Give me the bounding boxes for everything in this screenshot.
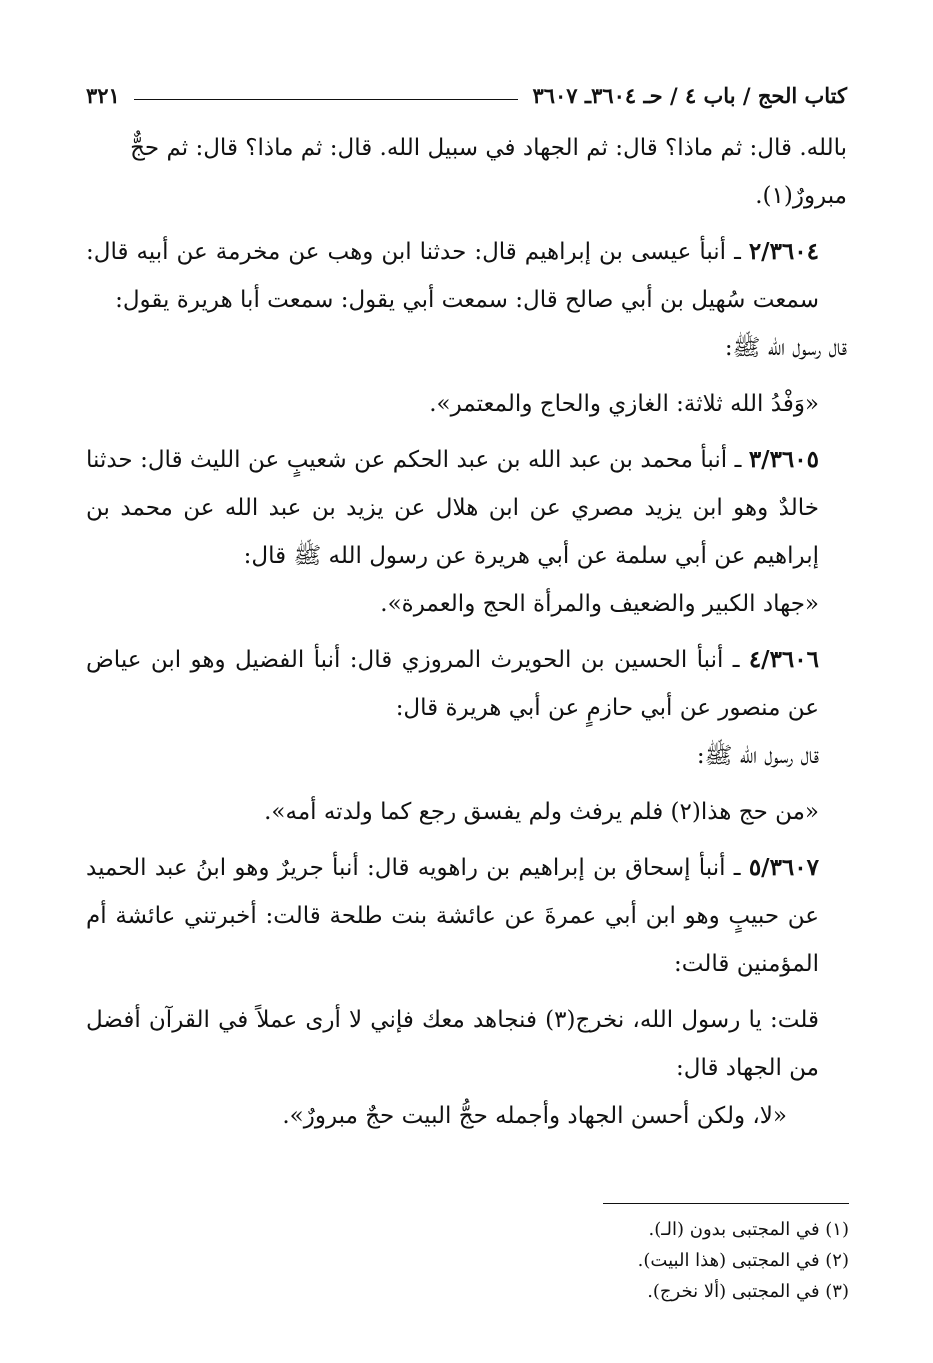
isnad-text: ـ أنبأ إسحاق بن إبراهيم بن راهويه قال: أنبأ جريرٌ وهو ابنُ عبد الحميد عن حبيبٍ وهو ابن أبي عمرةَ عن عائشة بنت طلحة قالت: أخبرتني عائشة أم المؤمنين قالت: xyxy=(86,855,819,977)
hadith-3607-isnad xyxy=(86,844,847,988)
footnote-divider xyxy=(603,1203,849,1204)
footnote-2: (٢) في المجتبى (هذا البيت). xyxy=(637,1250,849,1271)
hadith-number: ٣/٣٦٠٥ xyxy=(748,446,819,473)
paragraph-continuation xyxy=(86,124,847,220)
main-text xyxy=(86,124,847,1140)
footnotes xyxy=(86,1214,849,1307)
hadith-3607-question: قلت: يا رسول الله، نخرج(٣) فنجاهد معك فإني لا أرى عملاً في القرآن أفضل من الجهاد قال: xyxy=(86,1007,819,1081)
hadith-3605-matn: «جهاد الكبير والضعيف والمرأة الحج والعمرة». xyxy=(380,591,819,617)
hadith-3604-prophet-line: قال رسول الله ﷺ: xyxy=(724,335,847,361)
isnad-text: ـ أنبأ عيسى بن إبراهيم قال: حدثنا ابن وهب عن مخرمة عن أبيه قال: سمعت سُهيل بن أبي صالح قال: سمعت أبي يقول: سمعت أبا هريرة يقول: xyxy=(86,239,819,313)
hadith-3606-matn: «من حج هذا(٢) فلم يرفث ولم يفسق رجع كما ولدته أمه». xyxy=(264,799,819,825)
hadith-3606-isnad xyxy=(86,636,847,732)
continuation-line-2: مبرورٌ(١). xyxy=(755,183,847,209)
isnad-text: ـ أنبأ محمد بن عبد الله بن عبد الحكم عن شعيبٍ عن الليث قال: حدثنا خالدٌ وهو ابن يزيد مصري عن ابن هلال عن يزيد بن عبد الله عن محمد بن إبراهيم عن أبي سلمة عن أبي هريرة عن رسول الله ﷺ قال: xyxy=(86,447,819,569)
isnad-text: ـ أنبأ الحسين بن الحويرث المروزي قال: أنبأ الفضيل وهو ابن عياض عن منصور عن أبي حازمٍ عن أبي هريرة قال: xyxy=(86,647,819,721)
hadith-number: ٢/٣٦٠٤ xyxy=(748,238,819,265)
hadith-number: ٤/٣٦٠٦ xyxy=(748,646,819,673)
hadith-number: ٥/٣٦٠٧ xyxy=(748,854,819,881)
header-rule xyxy=(134,99,519,100)
footnote-1: (١) في المجتبى بدون (الـ). xyxy=(648,1219,849,1240)
hadith-3607-matn: «لا، ولكن أحسن الجهاد وأجمله حجُّ البيت حجٌ مبرورٌ». xyxy=(282,1103,787,1129)
page-header xyxy=(86,78,847,112)
footnote-3: (٣) في المجتبى (ألا نخرج). xyxy=(647,1281,849,1302)
running-title: كتاب الحج / باب ٤ / حـ ٣٦٠٤ـ ٣٦٠٧ xyxy=(532,82,847,108)
hadith-3606-prophet-line: قال رسول الله ﷺ: xyxy=(696,743,819,769)
hadith-3605-isnad xyxy=(86,436,847,580)
hadith-3604-matn: «وَفْدُ الله ثلاثة: الغازي والحاج والمعتمر». xyxy=(429,391,819,417)
continuation-line-1: بالله. قال: ثم ماذا؟ قال: ثم الجهاد في سبيل الله. قال: ثم ماذا؟ قال: ثم حجٌّ xyxy=(130,135,847,161)
page-number: ٣٢١ xyxy=(86,82,120,108)
hadith-3604-isnad xyxy=(86,228,847,324)
